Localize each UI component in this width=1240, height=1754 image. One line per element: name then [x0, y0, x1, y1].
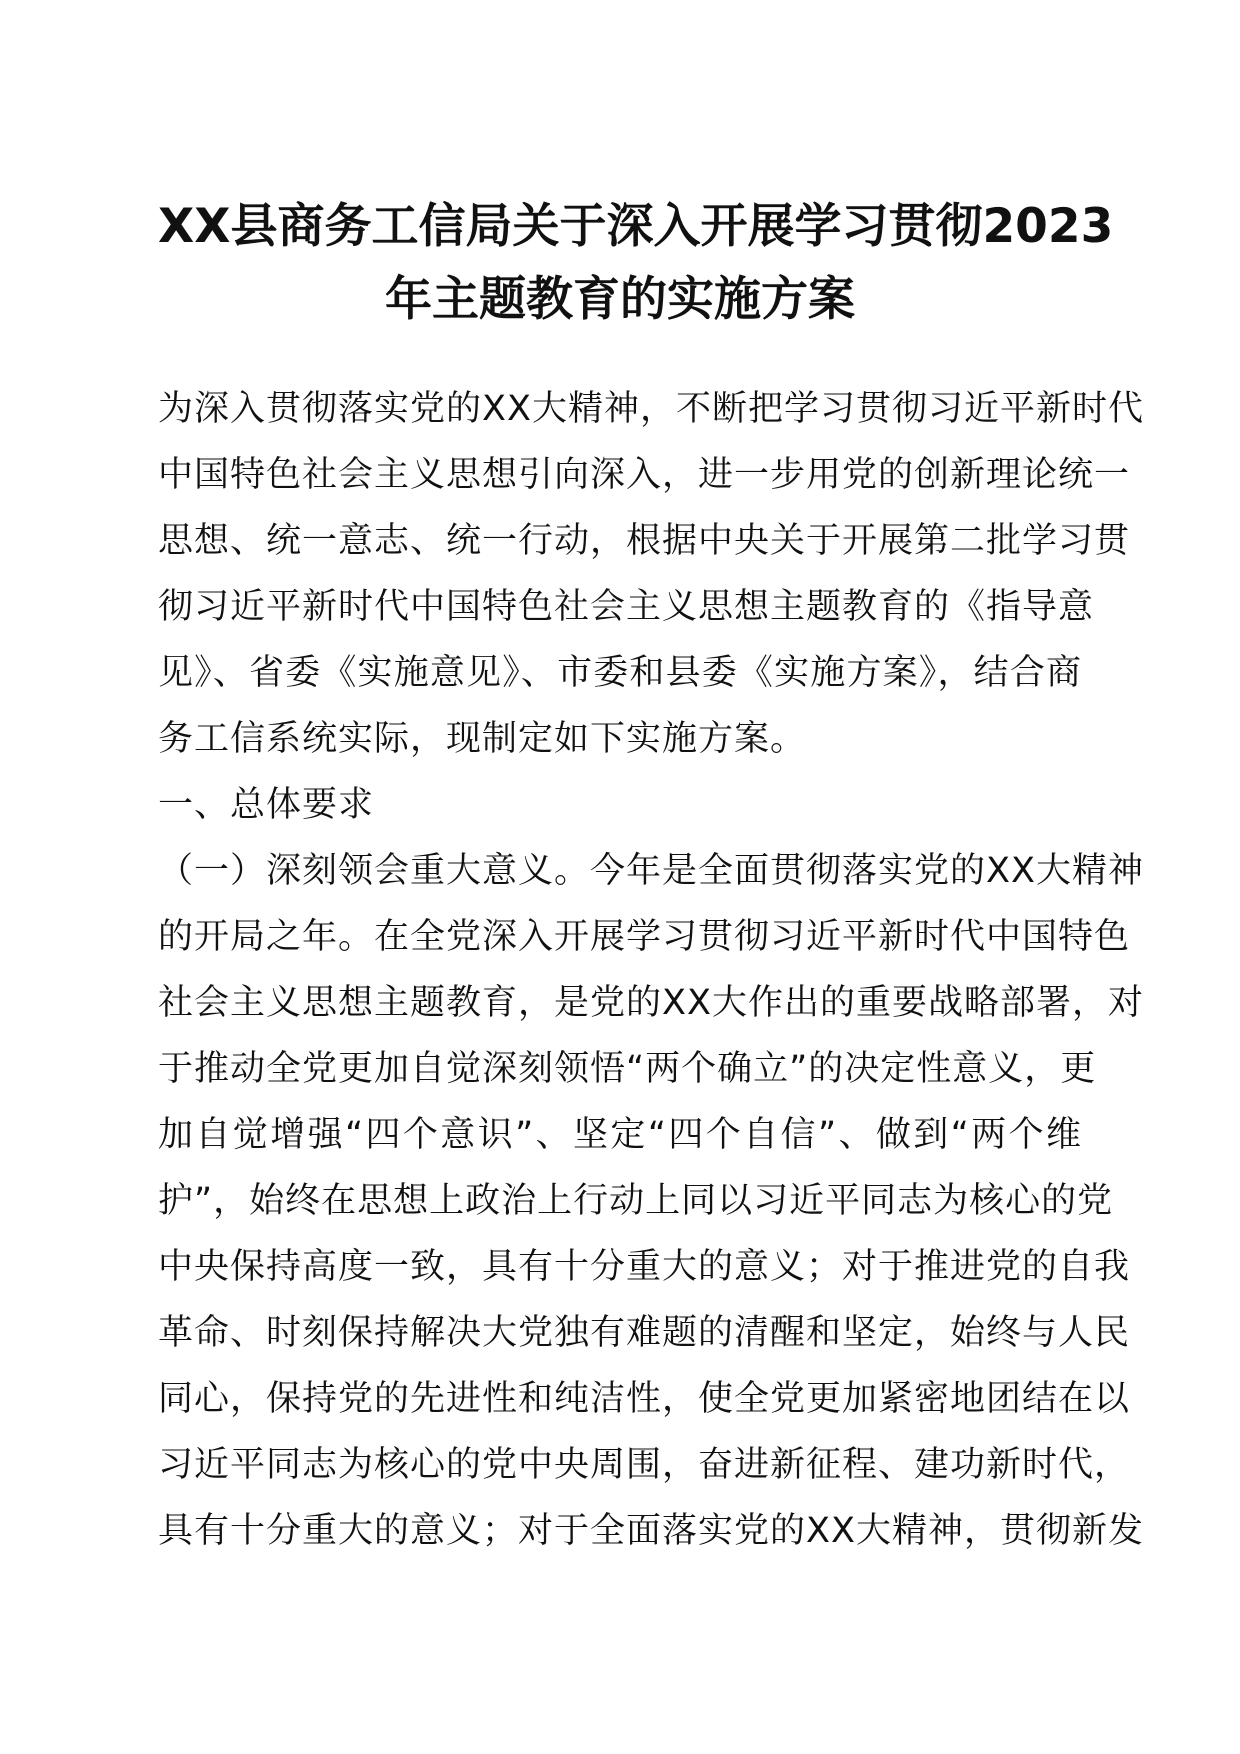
body-line: 护”，始终在思想上政治上行动上同以习近平同志为核心的党: [158, 1181, 1114, 1221]
body-line: 彻习近平新时代中国特色社会主义思想主题教育的《指导意: [158, 587, 1095, 627]
title-line: XX县商务工信局关于深入开展学习贯彻2023: [158, 199, 1114, 254]
section-heading: 一、总体要求: [158, 785, 375, 825]
body-line: 务工信系统实际，现制定如下实施方案。: [158, 719, 807, 759]
body-line: 革命、时刻保持解决大党独有难题的清醒和坚定，始终与人民: [158, 1313, 1131, 1353]
body-line: 习近平同志为核心的党中央周围，奋进新征程、建功新时代，: [158, 1445, 1131, 1485]
document-body: [158, 376, 1144, 1564]
body-line: 于推动全党更加自觉深刻领悟“两个确立”的决定性意义，更: [158, 1049, 1097, 1089]
body-line: 中国特色社会主义思想引向深入，进一步用党的创新理论统一: [158, 455, 1131, 495]
body-line: 同心，保持党的先进性和纯洁性，使全党更加紧密地团结在以: [158, 1379, 1131, 1419]
body-line: 见》、省委《实施意见》、市委和县委《实施方案》，结合商: [158, 653, 1082, 693]
body-line: 具有十分重大的意义；对于全面落实党的XX大精神，贯彻新发: [158, 1511, 1144, 1551]
body-line: 思想、统一意志、统一行动，根据中央关于开展第二批学习贯: [158, 521, 1131, 561]
body-line: 的开局之年。在全党深入开展学习贯彻习近平新时代中国特色: [158, 917, 1131, 957]
body-line: 中央保持高度一致，具有十分重大的意义；对于推进党的自我: [158, 1247, 1131, 1287]
body-line: 加自觉增强“四个意识”、坚定“四个自信”、做到“两个维: [158, 1115, 1082, 1155]
document-title: [158, 190, 1114, 336]
title-line: 年主题教育的实施方案: [385, 272, 855, 327]
body-line: 社会主义思想主题教育，是党的XX大作出的重要战略部署，对: [158, 983, 1144, 1023]
body-line: 为深入贯彻落实党的XX大精神，不断把学习贯彻习近平新时代: [158, 389, 1144, 429]
body-line: （一）深刻领会重大意义。今年是全面贯彻落实党的XX大精神: [158, 851, 1144, 891]
